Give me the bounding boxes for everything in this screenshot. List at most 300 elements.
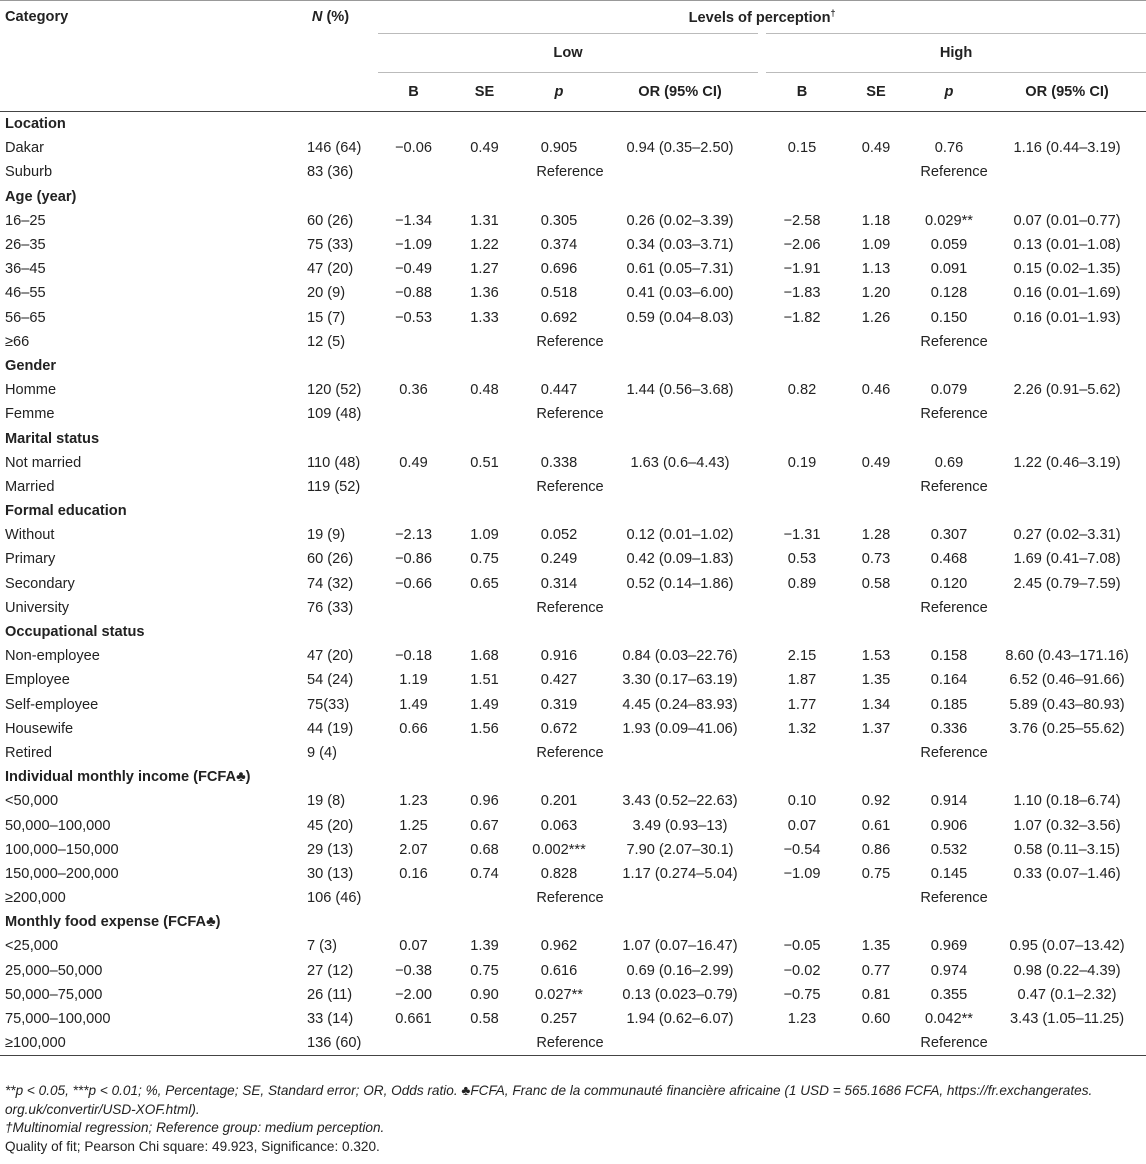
row-n-percent: 19 (8) [307, 793, 346, 810]
row-n-percent: 146 (64) [307, 140, 362, 157]
low-or-cell: 7.90 (2.07–30.1) [626, 841, 734, 858]
row-n-percent: 27 (12) [307, 962, 354, 979]
table-row [0, 451, 1146, 475]
high-or-cell: 6.52 (0.46–91.66) [1009, 672, 1125, 689]
reference-low: Reference [378, 1031, 762, 1056]
row-n-percent: 47 (20) [307, 261, 354, 278]
low-se-cell: 1.09 [470, 527, 499, 544]
row-n-percent: 20 (9) [307, 285, 346, 302]
row-n-percent: 109 (48) [307, 406, 362, 423]
high-p-cell: 0.336 [930, 720, 968, 737]
high-se-cell: 0.92 [861, 793, 891, 810]
footnote-regression: †Multinomial regression; Reference group: medium perception. [5, 1120, 385, 1135]
high-p-cell: 0.059 [930, 237, 968, 254]
high-se-cell: 1.35 [861, 672, 891, 689]
reference-high: Reference [920, 164, 988, 181]
row-label: Secondary [5, 575, 75, 592]
high-p-cell: 0.76 [934, 140, 964, 157]
reference-high: Reference [920, 744, 988, 761]
table-row [0, 813, 1146, 837]
row-label: <50,000 [5, 793, 59, 810]
low-b-cell: −0.18 [395, 648, 432, 665]
low-p-cell: 0.201 [540, 793, 578, 810]
high-se-cell: 1.35 [861, 938, 891, 955]
table-row [0, 959, 1146, 983]
header-high-p: p [910, 73, 988, 112]
high-se-cell: 0.49 [861, 454, 891, 471]
low-b-cell: −0.86 [395, 551, 432, 568]
high-or-cell: 1.16 (0.44–3.19) [1013, 140, 1121, 157]
table-row [0, 330, 1146, 354]
table-row [0, 136, 1146, 160]
low-or-cell: 0.34 (0.03–3.71) [626, 237, 734, 254]
high-or-cell: 1.07 (0.32–3.56) [1013, 817, 1121, 834]
row-label: 16–25 [5, 212, 46, 229]
low-se-cell: 1.36 [470, 285, 499, 302]
low-p-cell: 0.305 [540, 212, 578, 229]
high-or-cell: 5.89 (0.43–80.93) [1009, 696, 1125, 713]
row-label: 56–65 [5, 309, 46, 326]
row-label: Dakar [5, 140, 44, 157]
low-se-cell: 1.56 [470, 720, 499, 737]
footnote-significance-cont: org.uk/convertir/USD-XOF.html). [5, 1101, 200, 1117]
row-label: 50,000–100,000 [5, 817, 111, 834]
table-row [0, 644, 1146, 668]
high-b-cell: 0.15 [787, 140, 817, 157]
low-p-cell: 0.962 [540, 938, 578, 955]
high-b-cell: −1.09 [783, 865, 821, 882]
high-b-cell: −1.83 [783, 285, 821, 302]
low-se-cell: 1.49 [470, 696, 499, 713]
header-n-suffix: (%) [322, 9, 350, 26]
row-n-percent: 75 (33) [307, 237, 354, 254]
high-b-cell: −0.05 [783, 938, 821, 955]
header-n-letter: N [311, 9, 323, 26]
low-b-cell: −0.53 [395, 309, 432, 326]
low-p-cell: 0.692 [540, 309, 578, 326]
footnote-significance: **p < 0.05, ***p < 0.01; %, Percentage; SE, Standard error; OR, Odds ratio. ♣FCFA, Franc de la communauté financière africaine (1 USD = 565.1686 FCFA, https://fr.exchangerates. [5, 1083, 1093, 1098]
row-label: ≥200,000 [5, 890, 66, 907]
low-se-cell: 0.75 [470, 551, 499, 568]
high-p-cell: 0.091 [930, 261, 968, 278]
high-se-cell: 0.86 [861, 841, 891, 858]
low-p-cell: 0.314 [540, 575, 578, 592]
high-or-cell: 1.22 (0.46–3.19) [1013, 454, 1121, 471]
low-se-cell: 0.49 [470, 140, 499, 157]
low-or-cell: 1.07 (0.07–16.47) [622, 938, 738, 955]
table-row [0, 572, 1146, 596]
high-se-cell: 0.81 [861, 986, 891, 1003]
low-se-cell: 0.96 [470, 793, 499, 810]
high-p-cell: 0.307 [930, 527, 968, 544]
reference-low: Reference [536, 333, 604, 350]
high-p-cell: 0.042** [925, 1011, 973, 1028]
row-n-percent: 110 (48) [307, 454, 361, 471]
table-row [0, 547, 1146, 571]
header-low-b: B [378, 73, 449, 112]
low-or-cell: 0.61 (0.05–7.31) [626, 261, 734, 278]
low-or-cell: 0.94 (0.35–2.50) [626, 140, 734, 157]
table-row [0, 281, 1146, 305]
row-label: Housewife [5, 720, 74, 737]
high-p-cell: 0.468 [930, 551, 968, 568]
high-b-cell: −1.31 [783, 527, 821, 544]
header-high: High [762, 34, 1146, 73]
row-label: 50,000–75,000 [5, 986, 103, 1003]
high-or-cell: 1.69 (0.41–7.08) [1013, 551, 1121, 568]
low-or-cell: 1.63 (0.6–4.43) [630, 454, 730, 471]
table-body [0, 112, 1146, 1056]
table-header [0, 1, 1146, 112]
low-p-cell: 0.063 [540, 817, 578, 834]
row-n-percent: 9 (4) [307, 744, 338, 761]
row-label: 46–55 [5, 285, 46, 302]
low-p-cell: 0.696 [540, 261, 578, 278]
row-label: ≥100,000 [0, 1031, 283, 1056]
section-title: Gender [5, 357, 57, 374]
row-n-percent: 44 (19) [307, 720, 354, 737]
low-or-cell: 1.94 (0.62–6.07) [626, 1011, 734, 1028]
low-b-cell: −0.49 [395, 261, 432, 278]
table-row [0, 306, 1146, 330]
low-b-cell: −0.38 [395, 962, 432, 979]
header-low-se: SE [449, 73, 520, 112]
row-n-percent: 33 (14) [307, 1011, 354, 1028]
low-or-cell: 1.17 (0.274–5.04) [622, 865, 738, 882]
high-se-cell: 1.18 [861, 212, 891, 229]
low-or-cell: 3.49 (0.93–13) [632, 817, 728, 834]
row-label: Homme [5, 382, 57, 399]
table-row [0, 378, 1146, 402]
row-label: Retired [5, 744, 53, 761]
table-row [0, 693, 1146, 717]
low-b-cell: −0.06 [395, 140, 432, 157]
row-label: 150,000–200,000 [5, 865, 119, 882]
low-se-cell: 0.90 [470, 986, 499, 1003]
row-label: 25,000–50,000 [5, 962, 103, 979]
reference-low: Reference [536, 164, 604, 181]
header-low: Low [378, 34, 762, 73]
high-p-cell: 0.69 [934, 454, 964, 471]
row-n-percent: 136 (60) [283, 1031, 378, 1056]
row-label: Primary [5, 551, 56, 568]
high-or-cell: 0.16 (0.01–1.93) [1013, 309, 1121, 326]
low-b-cell: 0.16 [399, 865, 428, 882]
header-levels-label: Levels of perception [688, 9, 831, 26]
low-b-cell: −2.00 [395, 986, 432, 1003]
high-p-cell: 0.079 [930, 382, 968, 399]
high-se-cell: 0.73 [861, 551, 891, 568]
high-se-cell: 0.46 [861, 382, 891, 399]
header-high-or: OR (95% CI) [988, 73, 1146, 112]
high-p-cell: 0.145 [930, 865, 968, 882]
row-label: <25,000 [5, 938, 59, 955]
high-b-cell: 0.53 [787, 551, 817, 568]
header-levels [378, 1, 1146, 34]
low-or-cell: 1.44 (0.56–3.68) [626, 382, 734, 399]
high-or-cell: 0.33 (0.07–1.46) [1013, 865, 1121, 882]
low-p-cell: 0.249 [540, 551, 578, 568]
high-p-cell: 0.969 [930, 938, 968, 955]
low-p-cell: 0.616 [540, 962, 578, 979]
low-p-cell: 0.447 [540, 382, 578, 399]
section-title: Individual monthly income (FCFA♣) [5, 769, 251, 786]
low-b-cell: −0.88 [395, 285, 432, 302]
high-p-cell: 0.974 [930, 962, 968, 979]
low-se-cell: 1.39 [470, 938, 499, 955]
low-se-cell: 1.68 [470, 648, 499, 665]
row-label: 100,000–150,000 [5, 841, 119, 858]
section-title: Formal education [5, 503, 127, 520]
high-b-cell: −1.82 [783, 309, 821, 326]
table-row [0, 789, 1146, 813]
high-p-cell: 0.120 [930, 575, 968, 592]
section-title: Location [5, 116, 66, 133]
high-p-cell: 0.532 [930, 841, 968, 858]
row-n-percent: 106 (46) [307, 890, 362, 907]
row-label: Employee [5, 672, 70, 689]
row-n-percent: 83 (36) [307, 164, 354, 181]
high-se-cell: 0.75 [861, 865, 891, 882]
low-p-cell: 0.319 [540, 696, 578, 713]
reference-low: Reference [536, 406, 604, 423]
table-row [0, 475, 1146, 499]
low-b-cell: 0.66 [399, 720, 428, 737]
row-n-percent: 75(33) [307, 696, 350, 713]
low-se-cell: 0.75 [470, 962, 499, 979]
low-or-cell: 0.59 (0.04–8.03) [626, 309, 734, 326]
low-p-cell: 0.052 [540, 527, 578, 544]
low-b-cell: −1.09 [395, 237, 432, 254]
low-or-cell: 0.26 (0.02–3.39) [626, 212, 734, 229]
low-b-cell: 0.661 [395, 1011, 432, 1028]
table-row [0, 717, 1146, 741]
row-n-percent: 60 (26) [307, 212, 354, 229]
high-or-cell: 1.10 (0.18–6.74) [1013, 793, 1121, 810]
section-title: Monthly food expense (FCFA♣) [5, 914, 221, 931]
low-se-cell: 1.22 [470, 237, 499, 254]
high-se-cell: 0.61 [861, 817, 891, 834]
row-n-percent: 15 (7) [307, 309, 346, 326]
low-p-cell: 0.002*** [532, 841, 586, 858]
row-n-percent: 12 (5) [307, 333, 346, 350]
table-footnotes [5, 1082, 1141, 1156]
high-se-cell: 0.60 [861, 1011, 891, 1028]
high-b-cell: 0.89 [787, 575, 817, 592]
low-p-cell: 0.916 [540, 648, 578, 665]
section-row [0, 499, 1146, 523]
row-n-percent: 54 (24) [307, 672, 354, 689]
section-title: Age (year) [5, 188, 77, 205]
high-b-cell: −0.54 [783, 841, 821, 858]
section-row [0, 426, 1146, 450]
high-or-cell: 0.07 (0.01–0.77) [1013, 212, 1121, 229]
high-p-cell: 0.128 [930, 285, 968, 302]
high-or-cell: 0.47 (0.1–2.32) [1017, 986, 1117, 1003]
low-p-cell: 0.374 [540, 237, 578, 254]
low-p-cell: 0.828 [540, 865, 578, 882]
low-b-cell: 1.49 [399, 696, 428, 713]
low-se-cell: 0.74 [470, 865, 499, 882]
high-b-cell: 0.82 [787, 382, 817, 399]
footnote-fit: Quality of fit; Pearson Chi square: 49.923, Significance: 0.320. [5, 1138, 380, 1154]
reference-low: Reference [536, 599, 604, 616]
row-label: Femme [5, 406, 55, 423]
low-or-cell: 4.45 (0.24–83.93) [622, 696, 738, 713]
high-or-cell: 0.27 (0.02–3.31) [1013, 527, 1121, 544]
low-or-cell: 0.42 (0.09–1.83) [626, 551, 734, 568]
high-p-cell: 0.185 [930, 696, 968, 713]
high-p-cell: 0.150 [930, 309, 968, 326]
header-category: Category [5, 9, 69, 26]
high-or-cell: 3.76 (0.25–55.62) [1009, 720, 1125, 737]
high-p-cell: 0.158 [930, 648, 968, 665]
high-b-cell: 0.07 [787, 817, 817, 834]
high-se-cell: 1.26 [861, 309, 891, 326]
table-row [0, 209, 1146, 233]
high-se-cell: 1.09 [861, 237, 891, 254]
low-b-cell: −2.13 [395, 527, 432, 544]
section-title: Occupational status [5, 624, 145, 641]
section-row [0, 765, 1146, 789]
row-n-percent: 74 (32) [307, 575, 354, 592]
reference-low: Reference [536, 478, 604, 495]
table-row [0, 862, 1146, 886]
reference-high: Reference [920, 333, 988, 350]
row-n-percent: 19 (9) [307, 527, 346, 544]
section-row [0, 910, 1146, 934]
low-or-cell: 3.30 (0.17–63.19) [622, 672, 738, 689]
high-se-cell: 0.77 [861, 962, 891, 979]
low-b-cell: 0.36 [399, 382, 428, 399]
table-row [0, 668, 1146, 692]
low-se-cell: 0.65 [470, 575, 499, 592]
high-se-cell: 1.13 [861, 261, 891, 278]
low-b-cell: −1.34 [395, 212, 432, 229]
low-se-cell: 1.33 [470, 309, 499, 326]
row-n-percent: 45 (20) [307, 817, 354, 834]
header-levels-mark: † [830, 8, 836, 19]
table-row [0, 402, 1146, 426]
low-b-cell: 0.49 [399, 454, 428, 471]
reference-high: Reference [920, 406, 988, 423]
low-p-cell: 0.518 [540, 285, 578, 302]
high-se-cell: 1.28 [861, 527, 891, 544]
high-or-cell: 0.95 (0.07–13.42) [1009, 938, 1125, 955]
high-b-cell: −0.02 [783, 962, 821, 979]
high-or-cell: 8.60 (0.43–171.16) [1005, 648, 1129, 665]
header-low-or: OR (95% CI) [598, 73, 762, 112]
row-label: Not married [5, 454, 82, 471]
high-se-cell: 0.49 [861, 140, 891, 157]
high-se-cell: 1.37 [861, 720, 891, 737]
table-row [0, 934, 1146, 958]
row-label: 26–35 [5, 237, 46, 254]
high-se-cell: 1.34 [861, 696, 891, 713]
high-p-cell: 0.914 [930, 793, 968, 810]
high-p-cell: 0.164 [930, 672, 968, 689]
row-n-percent: 30 (13) [307, 865, 354, 882]
row-label: 36–45 [5, 261, 46, 278]
high-se-cell: 1.20 [861, 285, 891, 302]
high-b-cell: 1.87 [787, 672, 817, 689]
low-or-cell: 0.84 (0.03–22.76) [622, 648, 738, 665]
high-b-cell: 1.77 [787, 696, 817, 713]
low-se-cell: 0.68 [470, 841, 499, 858]
low-se-cell: 1.27 [470, 261, 499, 278]
reference-high: Reference [762, 1031, 1146, 1056]
high-b-cell: 0.10 [787, 793, 817, 810]
low-b-cell: 0.07 [399, 938, 428, 955]
table-row [0, 233, 1146, 257]
row-label: Suburb [5, 164, 53, 181]
low-or-cell: 0.69 (0.16–2.99) [626, 962, 734, 979]
reference-low: Reference [536, 744, 604, 761]
section-row [0, 112, 1146, 137]
high-b-cell: 1.23 [787, 1011, 817, 1028]
row-n-percent: 47 (20) [307, 648, 354, 665]
header-high-se: SE [842, 73, 910, 112]
header-high-b: B [762, 73, 842, 112]
row-n-percent: 60 (26) [307, 551, 354, 568]
section-title: Marital status [5, 430, 100, 447]
high-or-cell: 0.15 (0.02–1.35) [1013, 261, 1121, 278]
high-or-cell: 0.16 (0.01–1.69) [1013, 285, 1121, 302]
table-row [0, 1031, 1146, 1056]
table-row [0, 257, 1146, 281]
high-or-cell: 2.26 (0.91–5.62) [1013, 382, 1121, 399]
high-or-cell: 0.13 (0.01–1.08) [1013, 237, 1121, 254]
high-or-cell: 0.98 (0.22–4.39) [1013, 962, 1121, 979]
high-b-cell: −2.58 [783, 212, 821, 229]
low-se-cell: 0.58 [470, 1011, 499, 1028]
high-b-cell: −1.91 [783, 261, 821, 278]
low-or-cell: 0.41 (0.03–6.00) [626, 285, 734, 302]
high-b-cell: −0.75 [783, 986, 821, 1003]
low-p-cell: 0.027** [535, 986, 583, 1003]
high-b-cell: −2.06 [783, 237, 821, 254]
row-label: Non-employee [5, 648, 100, 665]
row-n-percent: 119 (52) [307, 478, 361, 495]
low-or-cell: 0.52 (0.14–1.86) [626, 575, 734, 592]
header-n [283, 1, 378, 34]
low-or-cell: 3.43 (0.52–22.63) [622, 793, 738, 810]
high-p-cell: 0.029** [925, 212, 973, 229]
row-n-percent: 120 (52) [307, 382, 362, 399]
low-p-cell: 0.427 [540, 672, 578, 689]
row-label: University [5, 599, 70, 616]
low-se-cell: 1.31 [470, 212, 499, 229]
low-b-cell: 1.23 [399, 793, 428, 810]
high-se-cell: 0.58 [861, 575, 891, 592]
low-se-cell: 1.51 [470, 672, 499, 689]
low-b-cell: 1.25 [399, 817, 428, 834]
low-p-cell: 0.338 [540, 454, 578, 471]
high-b-cell: 1.32 [787, 720, 817, 737]
low-p-cell: 0.905 [540, 140, 578, 157]
table-row [0, 741, 1146, 765]
table-row [0, 886, 1146, 910]
table-row [0, 160, 1146, 184]
table-row [0, 838, 1146, 862]
high-b-cell: 0.19 [787, 454, 817, 471]
high-p-cell: 0.355 [930, 986, 968, 1003]
table-row [0, 596, 1146, 620]
low-se-cell: 0.48 [470, 382, 499, 399]
high-or-cell: 0.58 (0.11–3.15) [1014, 841, 1121, 858]
reference-high: Reference [920, 890, 988, 907]
header-low-p: p [520, 73, 598, 112]
